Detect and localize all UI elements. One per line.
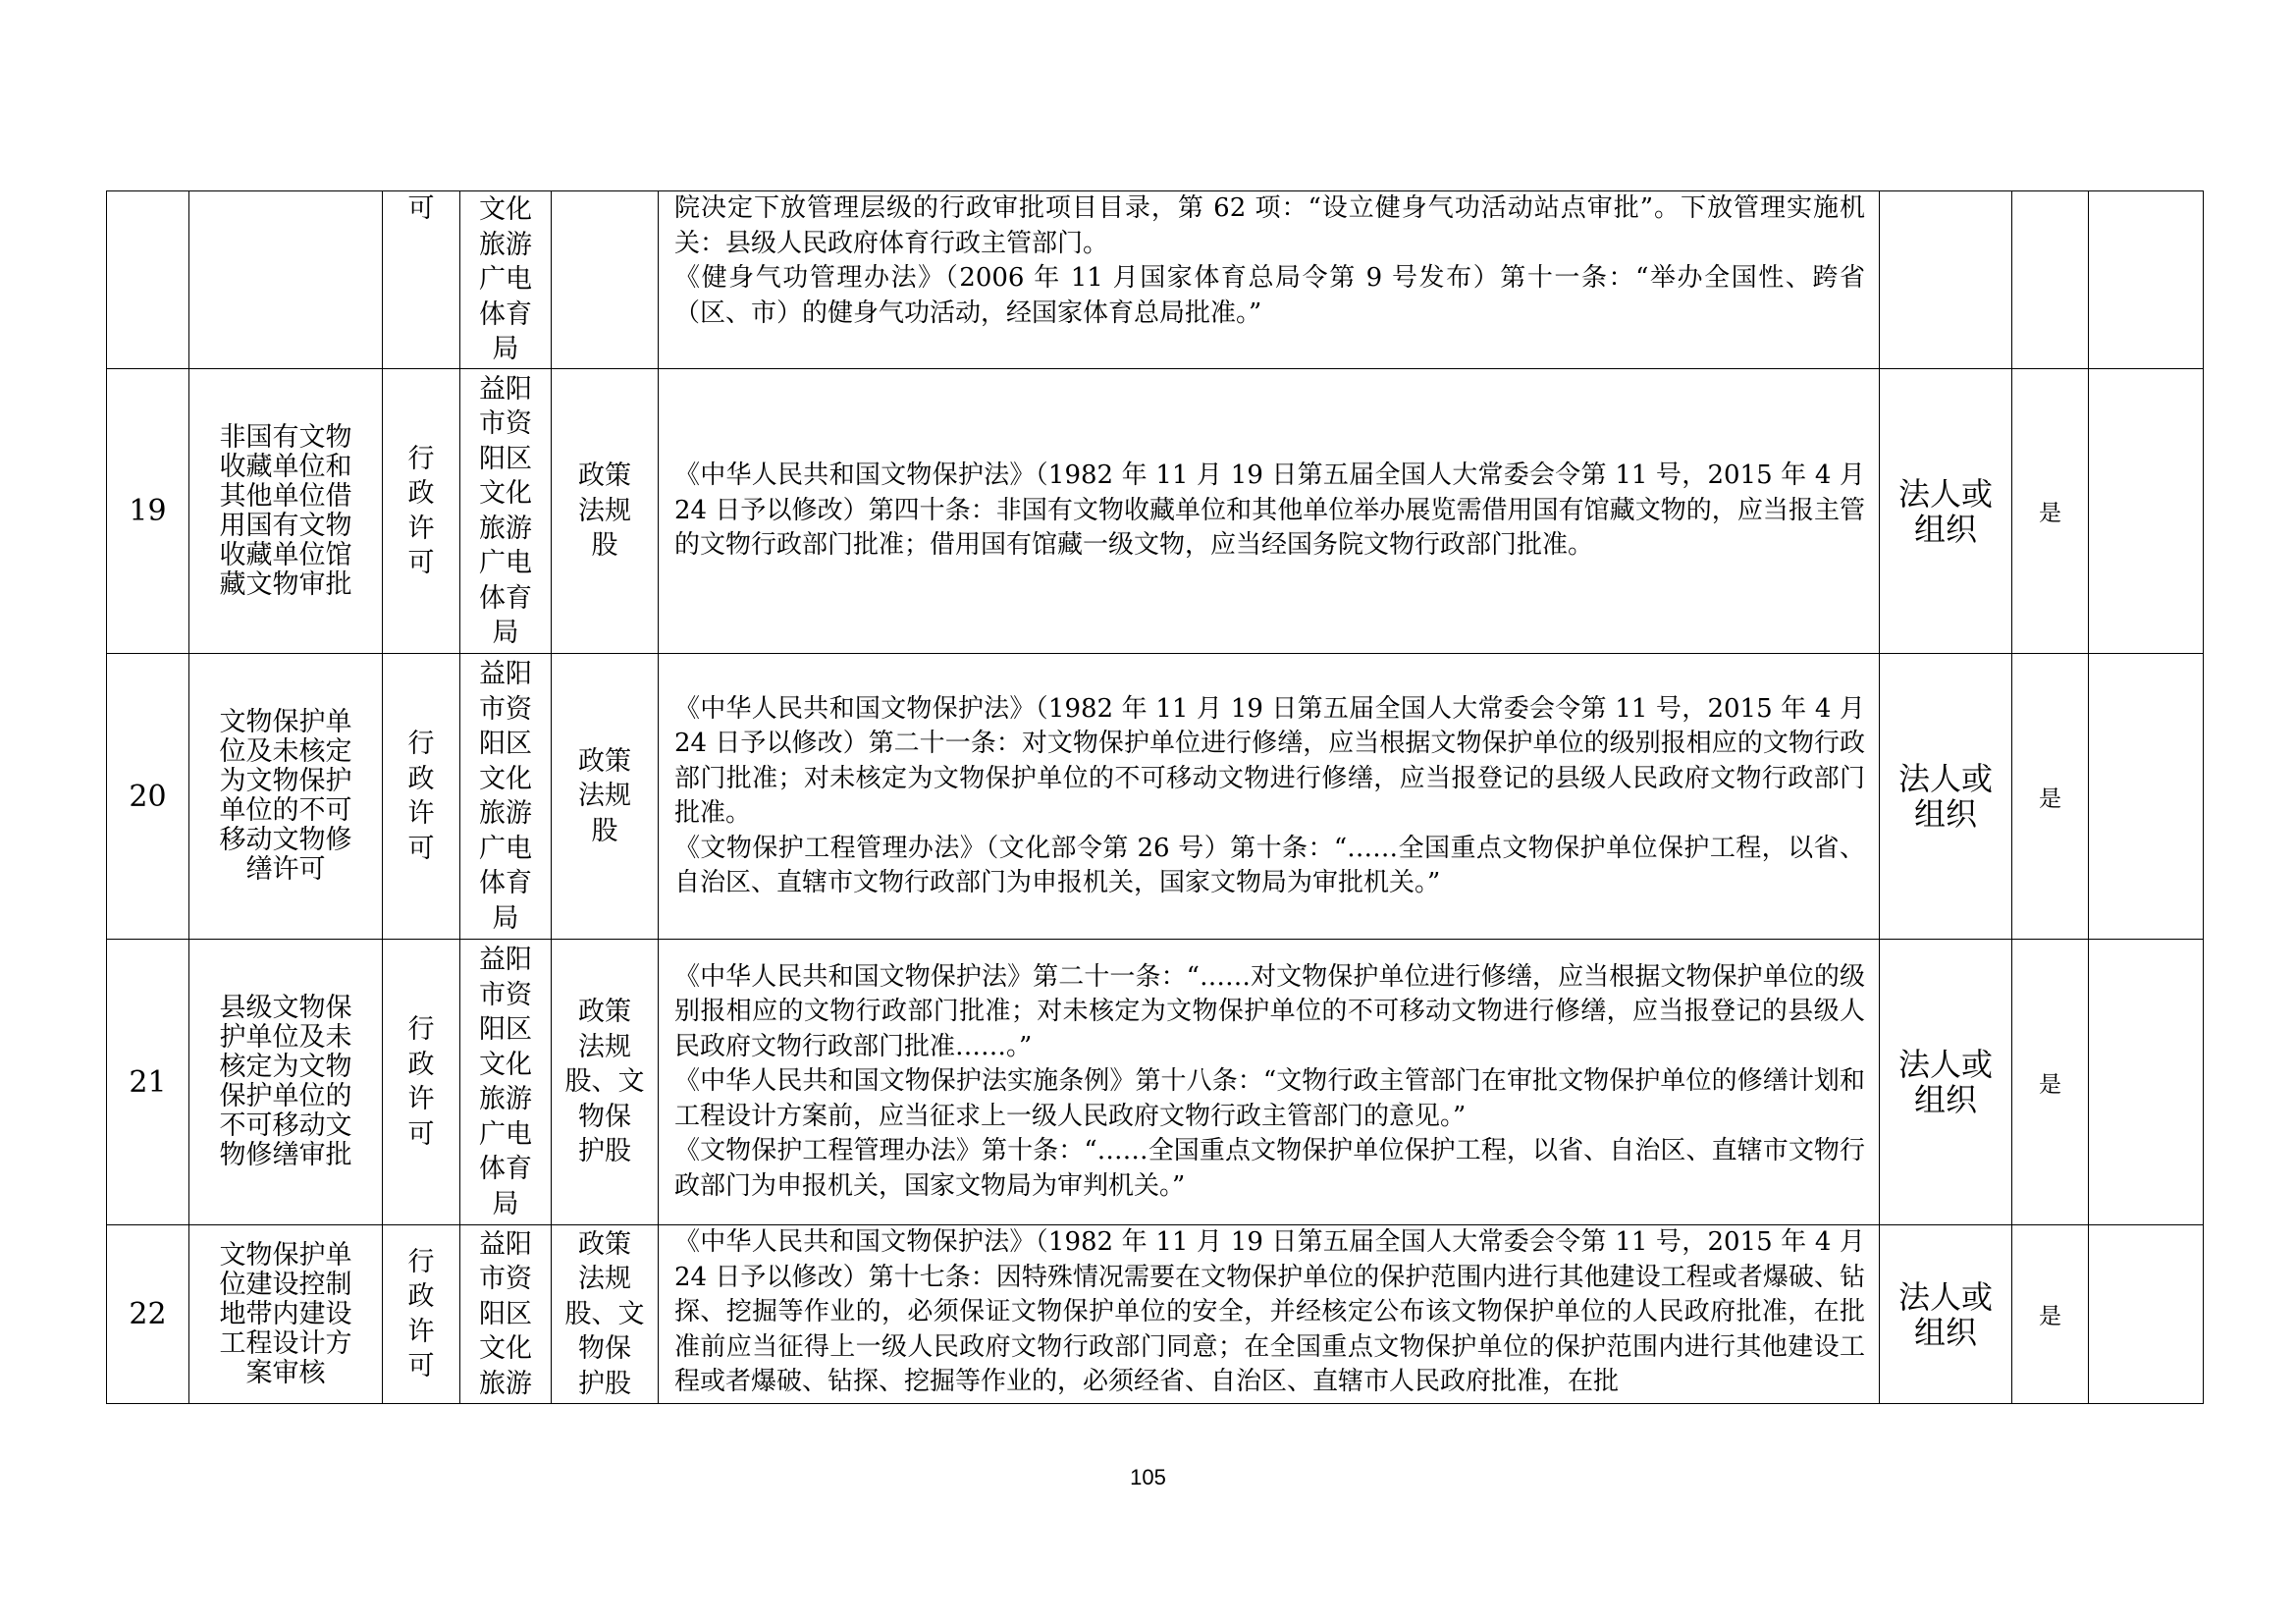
item-name: 文物保护单 位及未核定 为文物保护 单位的不可 移动文物修 缮许可 [189,654,383,940]
legal-basis [659,191,1880,369]
implementing-department: 益阳 市资 阳区 文化 旅游 广电 体育 局 [460,654,552,940]
table-row [107,1225,2204,1404]
item-name: 非国有文物 收藏单位和 其他单位借 用国有文物 收藏单位馆 藏文物审批 [189,369,383,654]
legal-basis-paragraph: 《中华人民共和国文物保护法》（1982 年 11 月 19 日第五届全国人大常委会令第 11 号，2015 年 4 月 24 日予以修改）第二十一条：对文物保护单位进行修缮，应当根据文物保护单位的级别报相应的文物行政部门批准；对未核定为文物保护单位的不可移动文物进行修缮，应当报登记的县级人民政府文物行政部门批准。 [674,693,1865,828]
legal-basis [659,654,1880,940]
authority-table [106,190,2204,1404]
item-type: 行 政 许 可 [383,1225,460,1404]
responsible-office: 政策 法规 股 [552,654,659,940]
legal-basis [659,940,1880,1225]
remarks-cell [2089,369,2204,654]
legal-basis-paragraph: 院决定下放管理层级的行政审批项目目录，第 62 项：“设立健身气功活动站点审批”。下放管理实施机关：县级人民政府体育行政主管部门。 [674,193,1865,258]
legal-basis-paragraph: 《中华人民共和国文物保护法》第二十一条：“……对文物保护单位进行修缮，应当根据文物保护单位的级别报相应的文物行政部门批准；对未核定为文物保护单位的不可移动文物进行修缮，应当报登记的县级人民政府文物行政部门批准……。” [674,961,1865,1061]
row-number: 21 [107,940,189,1225]
implementing-department: 文化 旅游 广电 体育 局 [460,191,552,369]
item-name: 文物保护单 位建设控制 地带内建设 工程设计方 案审核 [189,1225,383,1404]
legal-basis-paragraph: 《文物保护工程管理办法》（文化部令第 26 号）第十条：“……全国重点文物保护单位保护工程，以省、自治区、直辖市文物行政部门为申报机关，国家文物局为审批机关。” [674,833,1865,897]
remarks-cell [2089,940,2204,1225]
service-subject [1880,191,2012,369]
remarks-cell [2089,654,2204,940]
legal-basis-paragraph: 《中华人民共和国文物保护法实施条例》第十八条：“文物行政主管部门在审批文物保护单位的修缮计划和工程设计方案前，应当征求上一级人民政府文物行政主管部门的意见。” [674,1066,1865,1131]
item-type: 行 政 许 可 [383,369,460,654]
remarks-cell [2089,191,2204,369]
responsible-office: 政策 法规 股 [552,369,659,654]
item-name: 县级文物保 护单位及未 核定为文物 保护单位的 不可移动文 物修缮审批 [189,940,383,1225]
responsible-office: 政策 法规 股、文 物保 护股 [552,940,659,1225]
implementing-department: 益阳 市资 阳区 文化 旅游 [460,1225,552,1404]
item-type: 行 政 许 可 [383,940,460,1225]
service-subject: 法人或 组织 [1880,940,2012,1225]
flag-cell [2012,191,2089,369]
legal-basis-paragraph: 《健身气功管理办法》（2006 年 11 月国家体育总局令第 9 号发布）第十一条：“举办全国性、跨省（区、市）的健身气功活动，经国家体育总局批准。” [674,263,1865,328]
service-subject: 法人或 组织 [1880,654,2012,940]
remarks-cell [2089,1225,2204,1404]
table-row [107,191,2204,369]
legal-basis [659,369,1880,654]
flag-cell: 是 [2012,654,2089,940]
flag-cell: 是 [2012,940,2089,1225]
legal-basis-paragraph: 《中华人民共和国文物保护法》（1982 年 11 月 19 日第五届全国人大常委会令第 11 号，2015 年 4 月 24 日予以修改）第十七条：因特殊情况需要在文物保护单位的保护范围内进行其他建设工程或者爆破、钻探、挖掘等作业的，必须保证文物保护单位的安全，并经核定公布该文物保护单位的人民政府批准，在批准前应当征得上一级人民政府文物行政部门同意；在全国重点文物保护单位的保护范围内进行其他建设工程或者爆破、钻探、挖掘等作业的，必须经省、自治区、直辖市人民政府批准，在批 [674,1227,1865,1396]
legal-basis [659,1225,1880,1404]
responsible-office [552,191,659,369]
page-number: 105 [1130,1465,1166,1489]
row-number: 20 [107,654,189,940]
table-row [107,940,2204,1225]
item-name [189,191,383,369]
responsible-office: 政策 法规 股、文 物保 护股 [552,1225,659,1404]
item-type: 行 政 许 可 [383,654,460,940]
implementing-department: 益阳 市资 阳区 文化 旅游 广电 体育 局 [460,369,552,654]
legal-basis-paragraph: 《文物保护工程管理办法》第十条：“……全国重点文物保护单位保护工程，以省、自治区、直辖市文物行政部门为申报机关，国家文物局为审判机关。” [674,1136,1865,1201]
table-row [107,369,2204,654]
implementing-department: 益阳 市资 阳区 文化 旅游 广电 体育 局 [460,940,552,1225]
item-type: 可 [383,191,460,369]
flag-cell: 是 [2012,1225,2089,1404]
service-subject: 法人或 组织 [1880,1225,2012,1404]
flag-cell: 是 [2012,369,2089,654]
table-row [107,654,2204,940]
legal-basis-paragraph: 《中华人民共和国文物保护法》（1982 年 11 月 19 日第五届全国人大常委会令第 11 号，2015 年 4 月 24 日予以修改）第四十条：非国有文物收藏单位和其他单位举办展览需借用国有馆藏文物的，应当报主管的文物行政部门批准；借用国有馆藏一级文物，应当经国务院文物行政部门批准。 [674,460,1865,561]
row-number: 22 [107,1225,189,1404]
row-number: 19 [107,369,189,654]
service-subject: 法人或 组织 [1880,369,2012,654]
row-number [107,191,189,369]
